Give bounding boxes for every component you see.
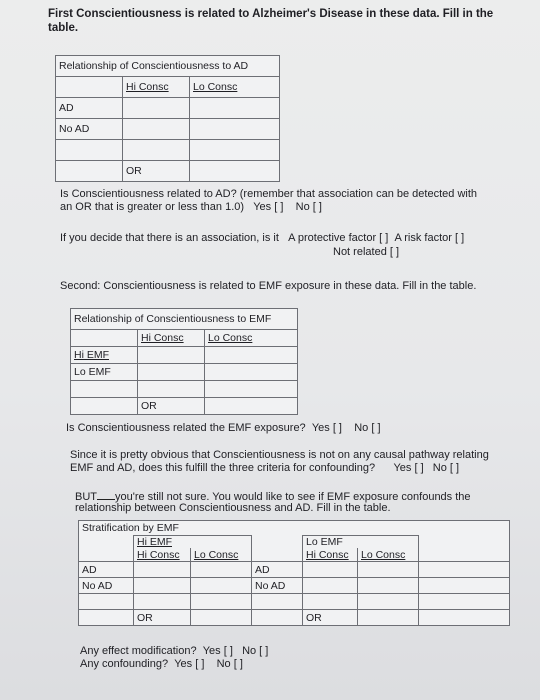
q3-no-option[interactable]: No [ ] — [354, 422, 381, 434]
table1-corner — [56, 77, 123, 98]
table3-spacer — [134, 594, 191, 610]
but-text: you're still not sure. You would like to see if EMF exposure confounds the — [115, 491, 471, 503]
table3-cell-hi-ad-hi[interactable] — [134, 562, 191, 578]
table3-spacer — [303, 594, 358, 610]
q2-risk-option[interactable]: A risk factor [ ] — [394, 232, 465, 244]
table3-title: Stratification by EMF — [79, 521, 510, 536]
table2-or-value[interactable] — [205, 398, 298, 415]
q2-question: If you decide that there is an association, is it — [60, 232, 279, 244]
table3-spacer — [358, 594, 419, 610]
table-conscientiousness-emf — [70, 308, 298, 415]
table2-or-corner — [71, 398, 138, 415]
q4-line-1: Since it is pretty obvious that Conscientiousness is not on any causal pathway relating — [70, 449, 489, 461]
q2-protective-option[interactable]: A protective factor [ ] — [288, 232, 389, 244]
table3-lo-or-label: OR — [303, 610, 358, 626]
confounding-yes-option[interactable]: Yes [ ] — [174, 658, 205, 670]
table2-or-label: OR — [138, 398, 205, 415]
table3-mid-corner — [252, 536, 303, 549]
table3-hi-col-hi: Hi Consc — [134, 548, 191, 562]
table1-cell-noad-lo[interactable] — [190, 119, 280, 140]
q3-question: Is Conscientiousness related the EMF exposure? — [66, 422, 306, 434]
table3-row-ad-2: AD — [252, 562, 303, 578]
table3-hi-emf: Hi EMF — [134, 536, 252, 549]
q1-no-option[interactable]: No [ ] — [295, 201, 322, 213]
table1-title: Relationship of Conscientiousness to AD — [56, 56, 280, 77]
intro-text: Conscientiousness is related to Alzheimer's Disease in these data. Fill in the — [76, 8, 494, 20]
table3-cell-extra — [419, 610, 510, 626]
table2-title: Relationship of Conscientiousness to EMF — [71, 309, 298, 330]
q1-line-1: Is Conscientiousness related to AD? (remember that association can be detected with — [60, 188, 478, 200]
table3-cell-extra — [419, 578, 510, 594]
final-line-1 — [80, 645, 268, 658]
table1-cell-noad-hi[interactable] — [123, 119, 190, 140]
table2-cell-hi-hi[interactable] — [138, 347, 205, 364]
table1-col-lo: Lo Consc — [190, 77, 280, 98]
but-lead: BUT — [75, 491, 97, 503]
table1-cell-ad-hi[interactable] — [123, 98, 190, 119]
table3-cell-extra — [419, 562, 510, 578]
table3-cell-lo-noad-lo[interactable] — [358, 578, 419, 594]
table2-cell-lo-hi[interactable] — [138, 364, 205, 381]
table3-hi-col-lo: Lo Consc — [191, 548, 252, 562]
table2-corner — [71, 330, 138, 347]
final-line-2 — [80, 658, 243, 671]
confounding-question: Any confounding? — [80, 658, 169, 670]
table-stratification-emf — [78, 520, 510, 626]
q2-not-related-option[interactable]: Not related [ ] — [333, 246, 400, 258]
table1-or-value[interactable] — [190, 161, 280, 182]
q4-no-option[interactable]: No [ ] — [432, 462, 460, 474]
table1-col-hi: Hi Consc — [123, 77, 190, 98]
table3-hi-or-label: OR — [134, 610, 191, 626]
q1-line-2 — [60, 201, 322, 214]
table2-spacer — [71, 381, 138, 398]
but-line-2: relationship between Conscientiousness and AD. Fill in the table. — [75, 502, 391, 514]
intro-line-1 — [48, 8, 493, 21]
table2-cell-hi-lo[interactable] — [205, 347, 298, 364]
q4-line-2 — [70, 462, 459, 475]
effect-question: Any effect modification? — [80, 645, 197, 657]
table1-spacer — [190, 140, 280, 161]
table1-spacer — [123, 140, 190, 161]
second-heading: Second: Conscientiousness is related to EMF exposure in these data. Fill in the table. — [60, 280, 477, 292]
q4-question: EMF and AD, does this fulfill the three criteria for confounding? — [70, 462, 376, 474]
intro-line-2: table. — [48, 22, 79, 34]
table-conscientiousness-ad — [55, 55, 280, 182]
q2-line-1 — [60, 232, 464, 245]
table3-row-noad: No AD — [79, 578, 134, 594]
effect-yes-option[interactable]: Yes [ ] — [202, 645, 233, 657]
table3-cell-lo-ad-lo[interactable] — [358, 562, 419, 578]
table3-row-noad-2: No AD — [252, 578, 303, 594]
table3-spacer — [79, 594, 134, 610]
table2-spacer — [138, 381, 205, 398]
table1-row-ad: AD — [56, 98, 123, 119]
table3-cell-hi-ad-lo[interactable] — [191, 562, 252, 578]
q3-yes-option[interactable]: Yes [ ] — [311, 422, 342, 434]
table3-end-corner — [419, 536, 510, 549]
q1-line-2-text: an OR that is greater or less than 1.0) — [60, 201, 245, 213]
table3-or-mid — [252, 610, 303, 626]
table2-spacer — [205, 381, 298, 398]
table3-cell-hi-noad-lo[interactable] — [191, 578, 252, 594]
table3-row-ad: AD — [79, 562, 134, 578]
table3-lo-col-hi: Hi Consc — [303, 548, 358, 562]
table2-col-lo: Lo Consc — [205, 330, 298, 347]
table3-cell-lo-ad-hi[interactable] — [303, 562, 358, 578]
table3-lo-or-value[interactable] — [358, 610, 419, 626]
effect-no-option[interactable]: No [ ] — [242, 645, 269, 657]
table3-corner-2 — [79, 548, 134, 562]
q3-line — [66, 422, 381, 435]
table3-cell-hi-noad-hi[interactable] — [134, 578, 191, 594]
table1-or-corner — [56, 161, 123, 182]
table3-cell-lo-noad-hi[interactable] — [303, 578, 358, 594]
table2-cell-lo-lo[interactable] — [205, 364, 298, 381]
table3-spacer — [252, 594, 303, 610]
but-blank — [97, 489, 115, 500]
table1-or-label: OR — [123, 161, 190, 182]
table2-row-lo: Lo EMF — [71, 364, 138, 381]
table3-lo-col-lo: Lo Consc — [358, 548, 419, 562]
table3-spacer — [191, 594, 252, 610]
table3-end-corner-2 — [419, 548, 510, 562]
table3-corner — [79, 536, 134, 549]
table3-or-corner — [79, 610, 134, 626]
table3-mid-corner-2 — [252, 548, 303, 562]
table3-hi-or-value[interactable] — [191, 610, 252, 626]
q4-yes-option[interactable]: Yes [ ] — [393, 462, 424, 474]
table2-row-hi: Hi EMF — [71, 347, 138, 364]
table2-col-hi: Hi Consc — [138, 330, 205, 347]
q1-yes-option[interactable]: Yes [ ] — [253, 201, 284, 213]
table3-spacer — [419, 594, 510, 610]
table3-lo-emf: Lo EMF — [303, 536, 419, 549]
table1-row-noad: No AD — [56, 119, 123, 140]
confounding-no-option[interactable]: No [ ] — [216, 658, 243, 670]
table1-spacer — [56, 140, 123, 161]
intro-lead: First — [48, 8, 73, 20]
table1-cell-ad-lo[interactable] — [190, 98, 280, 119]
